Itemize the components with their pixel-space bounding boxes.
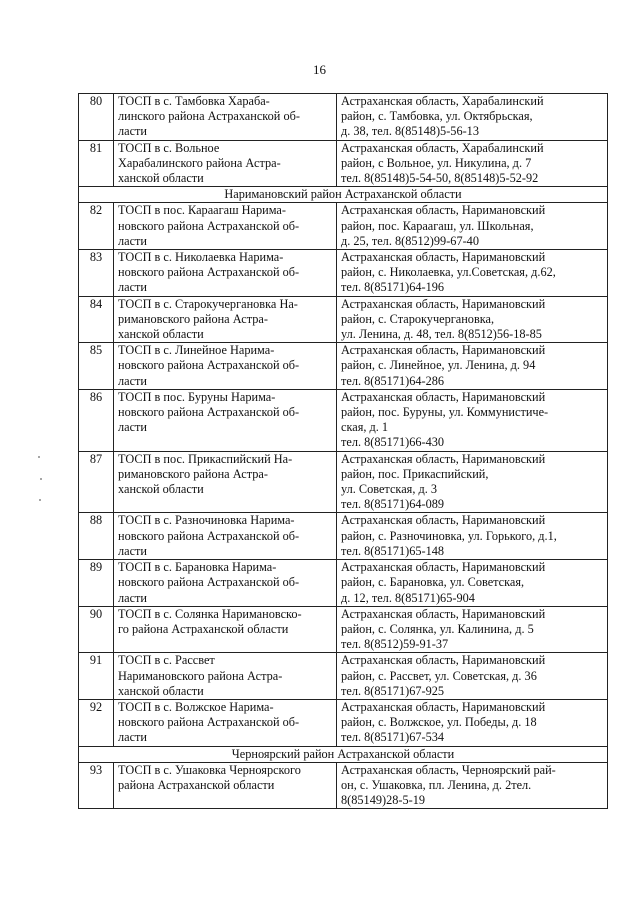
office-name-line: ТОСП в с. Разночиновка Нарима- <box>118 513 295 528</box>
address-line: Астраханская область, Наримановский <box>341 513 546 528</box>
row-number: 89 <box>79 560 114 607</box>
address-line: ул. Советская, д. 3 <box>341 482 438 497</box>
office-name-line: ТОСП в пос. Караагаш Нарима- <box>118 203 286 218</box>
office-name-line: ТОСП в пос. Буруны Нарима- <box>118 389 276 404</box>
row-number: 93 <box>79 762 114 809</box>
address-line: Астраханская область, Черноярский рай- <box>341 762 556 777</box>
section-title: Черноярский район Астраханской области <box>79 746 608 762</box>
margin-scan-mark <box>40 478 42 480</box>
address-cell <box>337 513 608 560</box>
row-number: 92 <box>79 699 114 746</box>
address-line: Астраханская область, Наримановский <box>341 203 546 218</box>
office-name-line: линского района Астраханской об- <box>118 109 300 124</box>
table-row <box>79 606 608 653</box>
address-cell <box>337 451 608 513</box>
office-name-line: новского района Астраханской об- <box>118 265 300 280</box>
tosp-directory-table <box>78 93 608 809</box>
office-name-cell <box>114 560 337 607</box>
address-line: район, пос. Прикаспийский, <box>341 466 489 481</box>
address-line: тел. 8(85171)65-148 <box>341 543 445 558</box>
address-line: Астраханская область, Харабалинский <box>341 140 544 155</box>
office-name-cell <box>114 250 337 297</box>
office-name-cell <box>114 203 337 250</box>
address-line: тел. 8(8512)59-91-37 <box>341 637 449 652</box>
table-row <box>79 699 608 746</box>
office-name-line: ТОСП в с. Вольное <box>118 140 220 155</box>
margin-scan-mark <box>39 499 41 501</box>
margin-scan-mark <box>38 456 40 458</box>
address-line: Астраханская область, Наримановский <box>341 560 546 575</box>
address-line: тел. 8(85148)5-54-50, 8(85148)5-52-92 <box>341 171 539 186</box>
address-line: д. 38, тел. 8(85148)5-56-13 <box>341 124 479 139</box>
address-cell <box>337 762 608 809</box>
table-row <box>79 451 608 513</box>
office-name-line: ласти <box>118 543 148 558</box>
table-row <box>79 762 608 809</box>
office-name-line: новского района Астраханской об- <box>118 715 300 730</box>
section-header-row <box>79 187 608 203</box>
address-line: тел. 8(85171)67-534 <box>341 730 445 745</box>
row-number: 83 <box>79 250 114 297</box>
office-name-line: римановского района Астра- <box>118 311 268 326</box>
table-row <box>79 560 608 607</box>
address-line: Астраханская область, Наримановский <box>341 250 546 265</box>
office-name-line: новского района Астраханской об- <box>118 358 300 373</box>
table-row <box>79 653 608 700</box>
office-name-line: ТОСП в с. Рассвет <box>118 653 215 668</box>
address-cell <box>337 343 608 390</box>
row-number: 86 <box>79 389 114 451</box>
office-name-line: ТОСП в с. Тамбовка Хараба- <box>118 94 270 108</box>
office-name-line: новского района Астраханской об- <box>118 405 300 420</box>
address-line: район, с. Линейное, ул. Ленина, д. 94 <box>341 358 536 373</box>
row-number: 82 <box>79 203 114 250</box>
address-line: район, с. Тамбовка, ул. Октябрьская, <box>341 109 533 124</box>
office-name-line: ласти <box>118 373 148 388</box>
address-cell <box>337 606 608 653</box>
address-line: д. 25, тел. 8(8512)99-67-40 <box>341 233 479 248</box>
address-line: тел. 8(85171)66-430 <box>341 435 445 450</box>
address-line: район, пос. Караагаш, ул. Школьная, <box>341 218 534 233</box>
office-name-line: ТОСП в с. Солянка Наримановско- <box>118 606 302 621</box>
address-line: район, с. Старокучергановка, <box>341 311 495 326</box>
address-cell <box>337 203 608 250</box>
office-name-line: новского района Астраханской об- <box>118 218 300 233</box>
address-cell <box>337 699 608 746</box>
address-line: Астраханская область, Наримановский <box>341 296 546 311</box>
address-cell <box>337 653 608 700</box>
office-name-cell <box>114 653 337 700</box>
office-name-line: ханской области <box>118 171 204 186</box>
office-name-line: Наримановского района Астра- <box>118 668 283 683</box>
address-line: Астраханская область, Харабалинский <box>341 94 544 108</box>
office-name-cell <box>114 94 337 141</box>
address-cell <box>337 560 608 607</box>
page-number: 16 <box>313 62 326 77</box>
table-body <box>79 94 608 809</box>
address-line: Астраханская область, Наримановский <box>341 606 546 621</box>
address-line: тел. 8(85171)64-286 <box>341 373 445 388</box>
address-line: Астраханская область, Наримановский <box>341 699 546 714</box>
office-name-cell <box>114 762 337 809</box>
address-line: район, с. Николаевка, ул.Советская, д.62, <box>341 265 556 280</box>
office-name-line: го района Астраханской области <box>118 621 289 636</box>
address-line: он, с. Ушаковка, пл. Ленина, д. 2тел. <box>341 777 532 792</box>
office-name-line: ТОСП в с. Барановка Нарима- <box>118 560 277 575</box>
table-row <box>79 203 608 250</box>
office-name-cell <box>114 451 337 513</box>
address-line: район, с. Барановка, ул. Советская, <box>341 575 525 590</box>
office-name-line: римановского района Астра- <box>118 466 268 481</box>
address-line: Астраханская область, Наримановский <box>341 389 546 404</box>
table-row <box>79 296 608 343</box>
table-row <box>79 513 608 560</box>
office-name-line: ТОСП в с. Ушаковка Черноярского <box>118 762 301 777</box>
address-line: ул. Ленина, д. 48, тел. 8(8512)56-18-85 <box>341 327 542 342</box>
office-name-line: ТОСП в с. Николаевка Нарима- <box>118 250 284 265</box>
section-header-row <box>79 746 608 762</box>
address-cell <box>337 296 608 343</box>
office-name-line: ТОСП в с. Волжское Нарима- <box>118 699 274 714</box>
office-name-line: ласти <box>118 590 148 605</box>
office-name-line: новского района Астраханской об- <box>118 575 300 590</box>
table-row <box>79 140 608 187</box>
address-line: тел. 8(85171)64-089 <box>341 497 445 512</box>
address-line: район, с. Солянка, ул. Калинина, д. 5 <box>341 621 534 636</box>
address-cell <box>337 250 608 297</box>
office-name-line: ласти <box>118 280 148 295</box>
table-row <box>79 389 608 451</box>
address-line: район, пос. Буруны, ул. Коммунистиче- <box>341 405 549 420</box>
address-line: район, с. Рассвет, ул. Советская, д. 36 <box>341 668 537 683</box>
table-row <box>79 250 608 297</box>
row-number: 85 <box>79 343 114 390</box>
office-name-line: ласти <box>118 730 148 745</box>
office-name-line: ласти <box>118 420 148 435</box>
row-number: 81 <box>79 140 114 187</box>
address-line: Астраханская область, Наримановский <box>341 451 546 466</box>
address-cell <box>337 389 608 451</box>
office-name-line: Харабалинского района Астра- <box>118 155 281 170</box>
office-name-line: района Астраханской области <box>118 777 275 792</box>
office-name-line: ТОСП в с. Линейное Нарима- <box>118 343 275 358</box>
address-line: д. 12, тел. 8(85171)65-904 <box>341 590 475 605</box>
office-name-line: новского района Астраханской об- <box>118 528 300 543</box>
address-cell <box>337 140 608 187</box>
address-line: Астраханская область, Наримановский <box>341 653 546 668</box>
row-number: 87 <box>79 451 114 513</box>
table-row <box>79 94 608 141</box>
address-line: район, с. Волжское, ул. Победы, д. 18 <box>341 715 537 730</box>
address-line: 8(85149)28-5-19 <box>341 793 426 808</box>
office-name-line: ласти <box>118 233 148 248</box>
office-name-cell <box>114 389 337 451</box>
office-name-line: ласти <box>118 124 148 139</box>
office-name-cell <box>114 343 337 390</box>
office-name-cell <box>114 296 337 343</box>
row-number: 91 <box>79 653 114 700</box>
office-name-cell <box>114 699 337 746</box>
office-name-cell <box>114 513 337 560</box>
office-name-line: ТОСП в пос. Прикаспийский На- <box>118 451 293 466</box>
office-name-cell <box>114 606 337 653</box>
address-line: ская, д. 1 <box>341 420 389 435</box>
office-name-line: ханской области <box>118 482 204 497</box>
office-name-line: ТОСП в с. Старокучергановка На- <box>118 296 298 311</box>
address-line: тел. 8(85171)64-196 <box>341 280 445 295</box>
office-name-line: ханской области <box>118 683 204 698</box>
office-name-line: ханской области <box>118 327 204 342</box>
address-line: район, с Вольное, ул. Никулина, д. 7 <box>341 155 532 170</box>
row-number: 84 <box>79 296 114 343</box>
row-number: 88 <box>79 513 114 560</box>
row-number: 90 <box>79 606 114 653</box>
address-line: район, с. Разночиновка, ул. Горького, д.1, <box>341 528 557 543</box>
office-name-cell <box>114 140 337 187</box>
section-title: Наримановский район Астраханской области <box>79 187 608 203</box>
address-line: Астраханская область, Наримановский <box>341 343 546 358</box>
row-number: 80 <box>79 94 114 141</box>
address-cell <box>337 94 608 141</box>
address-line: тел. 8(85171)67-925 <box>341 683 445 698</box>
table-row <box>79 343 608 390</box>
